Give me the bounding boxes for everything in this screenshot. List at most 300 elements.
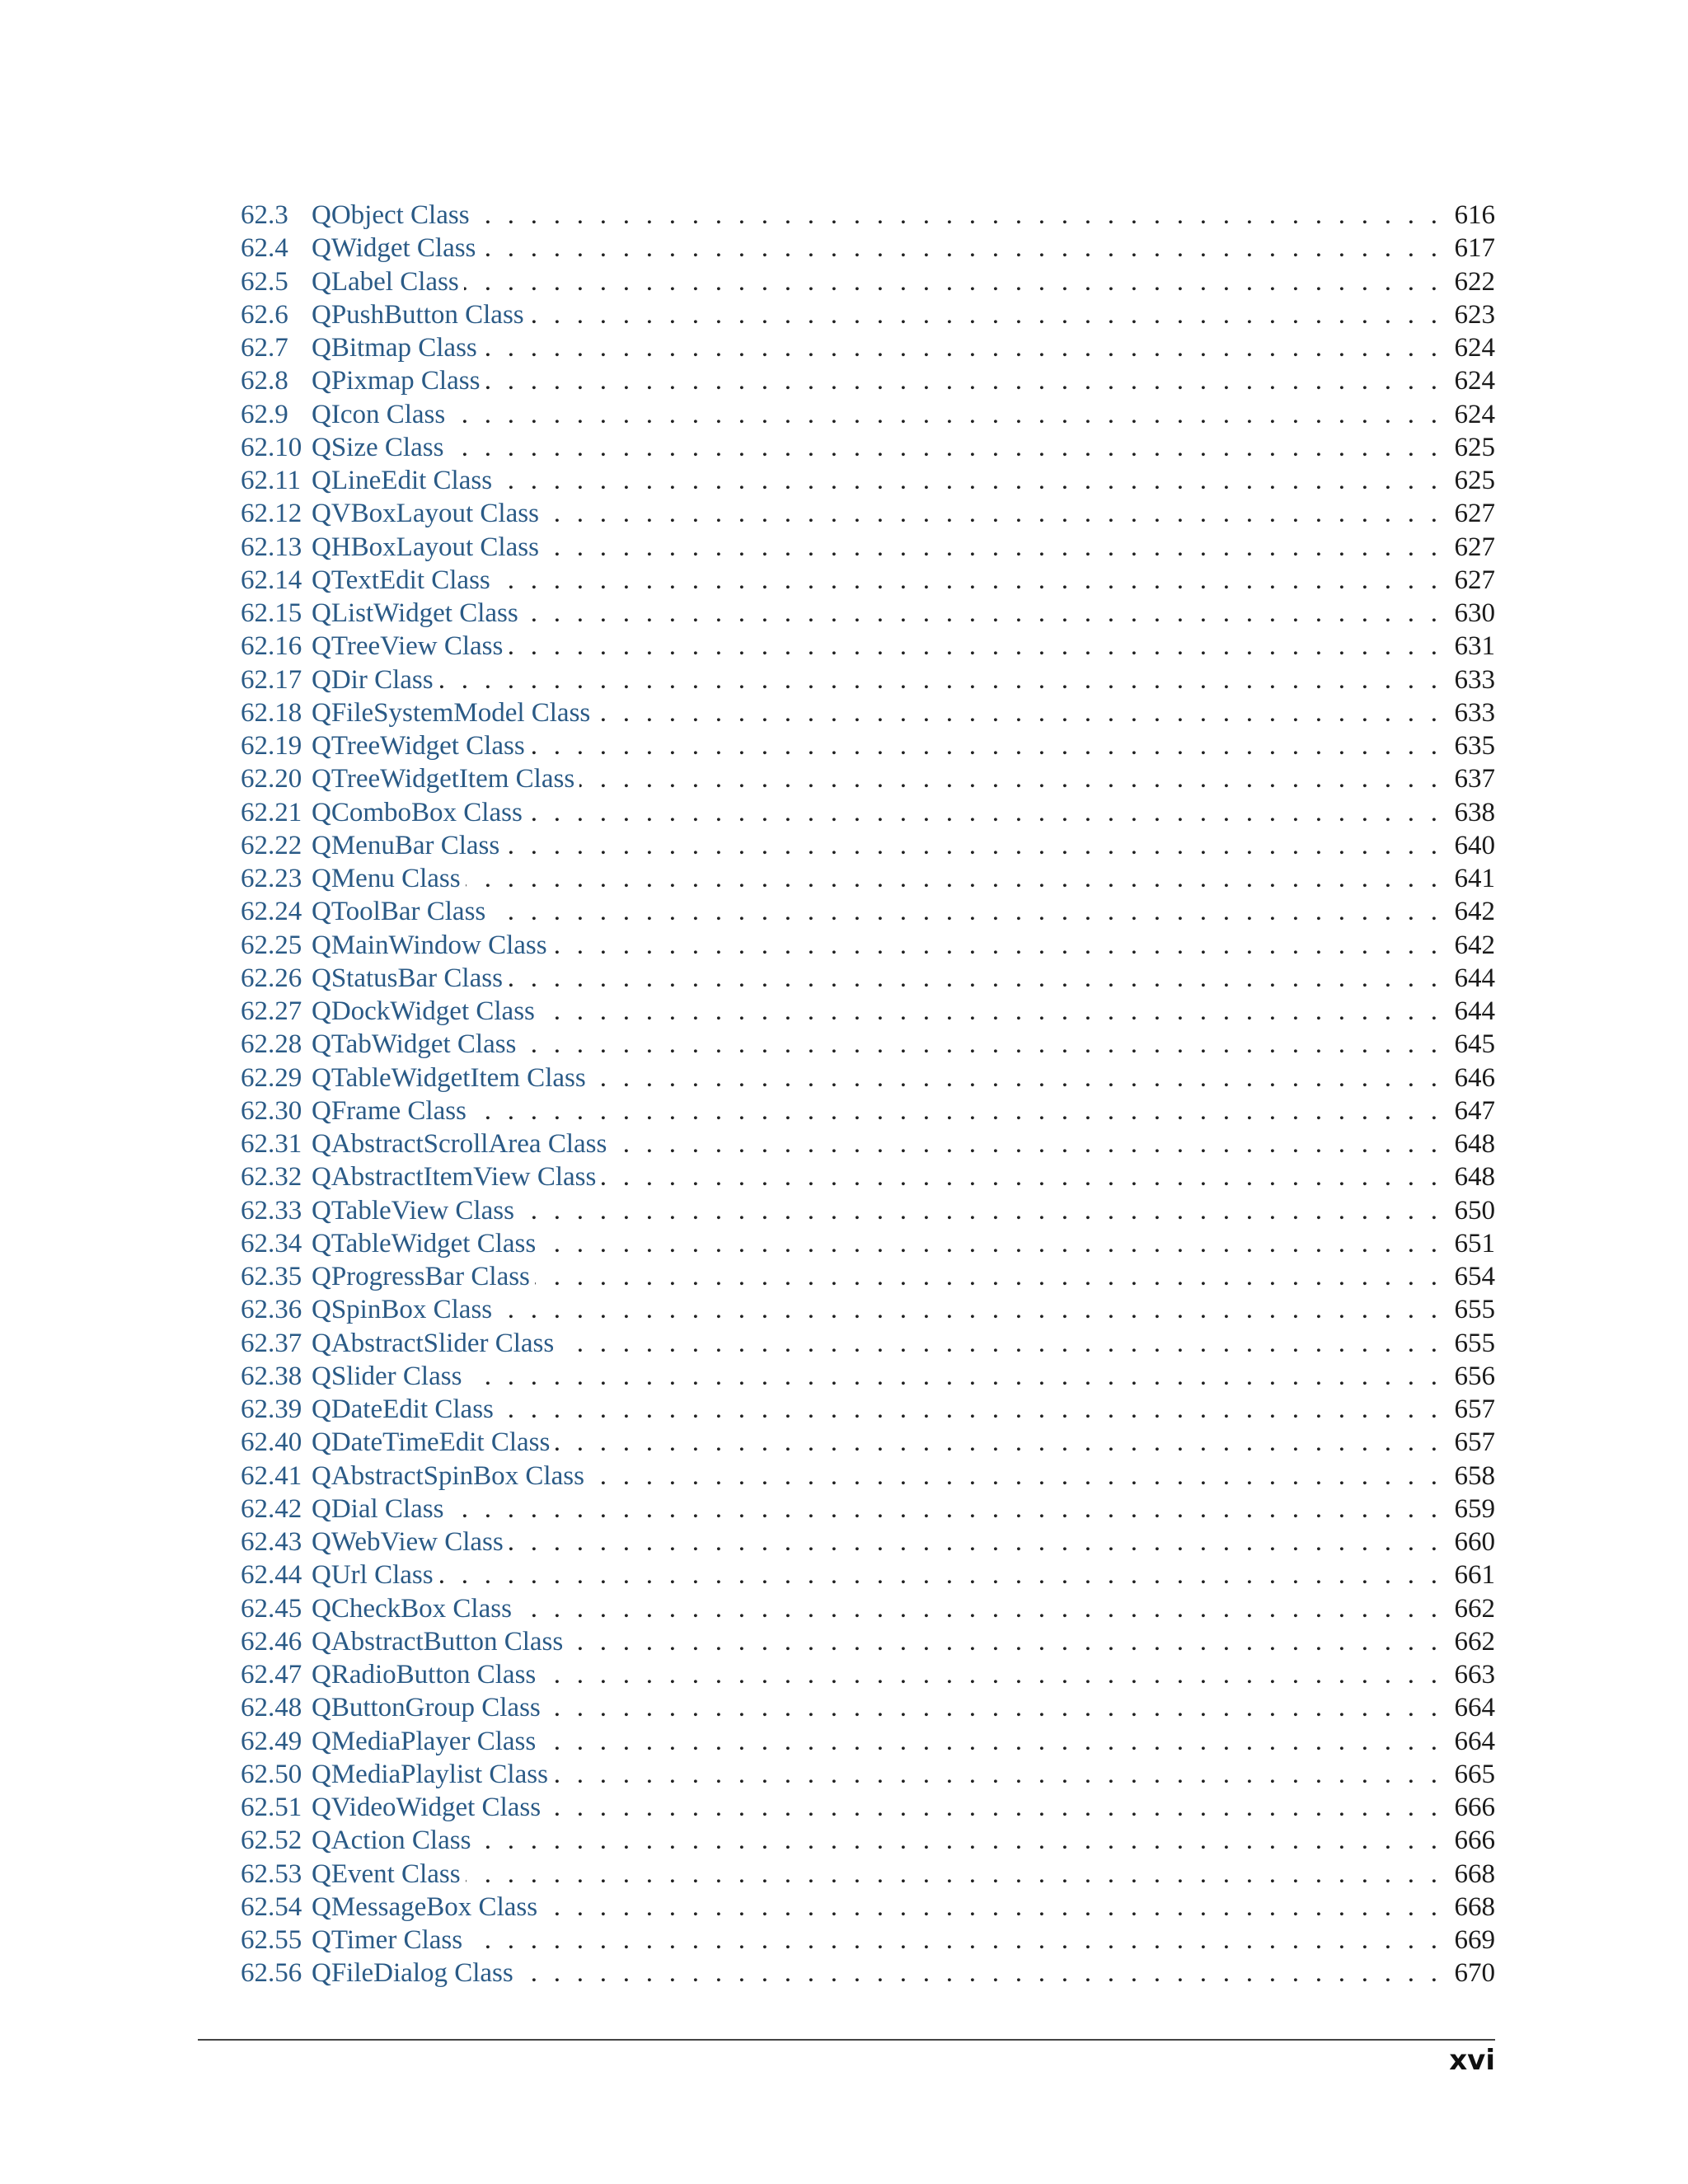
section-number: 62.32 [241,1162,302,1193]
page-reference[interactable]: 656 [1454,1361,1495,1391]
section-number: 62.22 [241,830,302,860]
section-title: QSpinBox Class [312,1295,493,1325]
toc-entry [241,1924,1495,1957]
dot-leader [559,1327,1437,1360]
toc-entry-link[interactable] [241,1658,536,1691]
section-title: QFrame Class [312,1095,467,1126]
page-reference[interactable]: 663 [1454,1660,1495,1690]
section-number: 62.27 [241,996,302,1026]
dot-leader [509,1526,1437,1558]
toc-entry-link[interactable] [241,265,459,298]
toc-entry-link[interactable] [241,630,503,663]
toc-entry [241,1127,1495,1160]
section-title: QMenuBar Class [312,830,500,860]
section-number: 62.44 [241,1560,302,1591]
section-number: 62.16 [241,631,302,662]
toc-entry-link[interactable] [241,1891,537,1924]
page-reference[interactable]: 659 [1454,1493,1495,1524]
section-number: 62.51 [241,1793,302,1822]
dot-leader [481,232,1437,265]
page-reference[interactable]: 666 [1454,1793,1495,1822]
dot-leader [450,398,1437,431]
page-reference[interactable]: 633 [1454,664,1495,695]
section-title: QTableWidget Class [312,1228,537,1258]
section-title: QDockWidget Class [312,996,535,1026]
page-reference[interactable]: 662 [1454,1593,1495,1624]
toc-entry-link[interactable] [241,895,485,928]
section-number: 62.41 [241,1460,302,1491]
section-number: 62.8 [241,366,288,396]
page-reference[interactable]: 657 [1454,1394,1495,1424]
toc-entry-link[interactable] [241,431,443,464]
section-number: 62.38 [241,1361,302,1391]
toc-entry-link[interactable] [241,1426,550,1459]
toc-entry [241,497,1495,530]
dot-leader [504,829,1437,862]
toc-entry-link[interactable] [241,1592,512,1625]
section-title: QVBoxLayout Class [312,499,539,529]
toc-entry [241,464,1495,497]
page-reference[interactable]: 640 [1454,830,1495,860]
toc-entry [241,762,1495,795]
toc-entry-link[interactable] [241,1957,513,1990]
section-title: QAbstractSlider Class [312,1328,555,1358]
section-number: 62.25 [241,930,302,960]
section-title: QListWidget Class [312,598,518,628]
section-number: 62.50 [241,1759,302,1789]
dot-leader [568,1625,1437,1658]
section-title: QAbstractButton Class [312,1626,564,1657]
dot-leader [544,497,1437,530]
toc-entry-link[interactable] [241,232,476,265]
section-title: QPushButton Class [312,299,524,330]
toc-entry-link[interactable] [241,1725,536,1758]
section-number: 62.56 [241,1958,302,1989]
section-title: QPixmap Class [312,366,481,396]
page-reference[interactable]: 630 [1454,598,1495,628]
section-number: 62.52 [241,1825,302,1856]
page-reference[interactable]: 644 [1454,996,1495,1026]
page-reference[interactable]: 642 [1454,897,1495,927]
toc-entry [241,1160,1495,1193]
toc-entry-link[interactable] [241,1791,541,1824]
section-number: 62.5 [241,266,288,297]
toc-entry-link[interactable] [241,1160,596,1193]
page-reference[interactable]: 648 [1454,1129,1495,1159]
toc-entry-link[interactable] [241,995,535,1028]
dot-leader [508,962,1437,995]
dot-leader [497,464,1437,497]
section-number: 62.13 [241,532,302,562]
toc-entry-link[interactable] [241,1062,586,1094]
section-number: 62.33 [241,1195,302,1226]
section-title: QButtonGroup Class [312,1693,541,1723]
section-number: 62.24 [241,897,302,927]
toc-entry [241,1957,1495,1990]
toc-entry [241,1526,1495,1558]
page-reference[interactable]: 668 [1454,1858,1495,1889]
section-number: 62.15 [241,598,302,628]
toc-entry-link[interactable] [241,331,477,364]
toc-entry-link[interactable] [241,829,499,862]
toc-entry [241,1094,1495,1127]
section-title: QEvent Class [312,1858,461,1889]
dot-leader [448,431,1437,464]
section-title: QMediaPlayer Class [312,1726,537,1756]
section-title: QTableWidgetItem Class [312,1062,586,1093]
table-of-contents [241,199,1495,1990]
section-number: 62.14 [241,565,302,595]
section-number: 62.23 [241,864,302,893]
dot-leader [482,331,1437,364]
section-title: QVideoWidget Class [312,1793,542,1822]
page-reference[interactable]: 623 [1454,299,1495,330]
toc-entry-link[interactable] [241,696,590,729]
toc-entry [241,1824,1495,1857]
toc-entry [241,1360,1495,1393]
dot-leader [499,1393,1437,1426]
dot-leader [555,1426,1437,1459]
dot-leader [528,796,1437,829]
dot-leader [475,199,1437,232]
dot-leader [438,663,1437,696]
page-reference[interactable]: 662 [1454,1626,1495,1657]
toc-entry [241,331,1495,364]
toc-entry-link[interactable] [241,1758,548,1791]
page-reference[interactable]: 665 [1454,1759,1495,1789]
section-number: 62.19 [241,731,302,761]
toc-entry-link[interactable] [241,729,525,762]
dot-leader [541,1725,1437,1758]
page-reference[interactable]: 666 [1454,1825,1495,1856]
section-number: 62.9 [241,399,288,429]
page-reference[interactable]: 644 [1454,963,1495,993]
page-reference[interactable]: 655 [1454,1295,1495,1325]
toc-entry [241,729,1495,762]
page-reference[interactable]: 635 [1454,731,1495,761]
section-number: 62.7 [241,333,288,363]
toc-entry-link[interactable] [241,298,524,331]
dot-leader [542,1891,1437,1924]
toc-entry-link[interactable] [241,199,470,232]
toc-entry [241,663,1495,696]
toc-entry [241,1725,1495,1758]
toc-entry-link[interactable] [241,1094,467,1127]
dot-leader [508,630,1437,663]
toc-entry-link[interactable] [241,1493,443,1526]
section-number: 62.43 [241,1527,302,1557]
toc-entry [241,1227,1495,1260]
section-title: QTextEdit Class [312,565,490,595]
page-reference[interactable]: 617 [1454,233,1495,264]
dot-leader [529,298,1437,331]
toc-entry [241,1625,1495,1658]
section-number: 62.39 [241,1394,302,1424]
toc-entry-link[interactable] [241,531,539,564]
section-title: QTreeWidget Class [312,731,525,761]
dot-leader [523,597,1437,630]
toc-entry-link[interactable] [241,1393,494,1426]
toc-entry-link[interactable] [241,564,490,597]
toc-entry-link[interactable] [241,1526,504,1558]
section-title: QWidget Class [312,233,476,264]
dot-leader [552,929,1437,962]
toc-entry [241,1658,1495,1691]
toc-entry [241,232,1495,265]
toc-entry-link[interactable] [241,796,523,829]
page-reference[interactable]: 650 [1454,1195,1495,1226]
toc-entry-link[interactable] [241,1293,492,1326]
section-title: QDir Class [312,664,434,695]
page-reference[interactable]: 642 [1454,930,1495,960]
toc-entry-link[interactable] [241,1028,516,1061]
toc-entry [241,1260,1495,1293]
toc-entry-link[interactable] [241,398,445,431]
toc-entry [241,862,1495,895]
section-number: 62.12 [241,499,302,529]
toc-entry-link[interactable] [241,1460,584,1493]
dot-leader [495,564,1437,597]
dot-leader [471,1094,1437,1127]
page-reference[interactable]: 616 [1454,200,1495,230]
toc-entry-link[interactable] [241,497,539,530]
toc-entry-link[interactable] [241,862,461,895]
section-number: 62.11 [241,466,302,495]
section-title: QTreeWidgetItem Class [312,764,575,794]
toc-entry [241,298,1495,331]
page-reference[interactable]: 668 [1454,1891,1495,1922]
dot-leader [485,364,1437,397]
page-reference[interactable]: 645 [1454,1029,1495,1060]
section-title: QToolBar Class [312,897,486,927]
section-number: 62.6 [241,299,288,330]
section-title: QAction Class [312,1825,471,1856]
dot-leader [517,1592,1437,1625]
dot-leader [467,1924,1437,1957]
toc-entry-link[interactable] [241,929,547,962]
toc-entry [241,1891,1495,1924]
page-reference[interactable]: 648 [1454,1162,1495,1193]
page-reference[interactable]: 670 [1454,1958,1495,1989]
toc-entry [241,696,1495,729]
section-number: 62.3 [241,200,288,230]
page-reference[interactable]: 647 [1454,1095,1495,1126]
dot-leader [601,1160,1437,1193]
page-reference[interactable]: 660 [1454,1527,1495,1557]
section-number: 62.20 [241,764,302,794]
dot-leader [530,729,1437,762]
page-reference[interactable]: 658 [1454,1460,1495,1491]
toc-entry [241,1493,1495,1526]
section-title: QDial Class [312,1493,444,1524]
section-number: 62.28 [241,1029,302,1060]
toc-entry [241,630,1495,663]
section-number: 62.26 [241,963,302,993]
page-reference[interactable]: 664 [1454,1693,1495,1723]
dot-leader [541,1658,1437,1691]
section-title: QAbstractItemView Class [312,1162,597,1193]
section-title: QTabWidget Class [312,1029,517,1060]
toc-entry [241,1592,1495,1625]
page-reference[interactable]: 622 [1454,266,1495,297]
toc-entry [241,597,1495,630]
section-title: QAbstractScrollArea Class [312,1129,607,1159]
toc-entry [241,1791,1495,1824]
section-title: QProgressBar Class [312,1262,530,1291]
toc-entry [241,1393,1495,1426]
section-number: 62.34 [241,1228,302,1258]
toc-entry [241,265,1495,298]
dot-leader [519,1194,1437,1227]
section-title: QStatusBar Class [312,963,503,993]
section-number: 62.46 [241,1626,302,1657]
toc-entry [241,796,1495,829]
section-number: 62.42 [241,1493,302,1524]
section-title: QComboBox Class [312,797,523,827]
toc-entry-link[interactable] [241,1924,462,1957]
toc-entry [241,1327,1495,1360]
section-number: 62.55 [241,1925,302,1955]
section-title: QIcon Class [312,399,446,429]
page-reference[interactable]: 624 [1454,333,1495,363]
section-title: QHBoxLayout Class [312,532,539,562]
dot-leader [490,895,1437,928]
toc-entry-link[interactable] [241,1360,462,1393]
section-title: QTreeView Class [312,631,504,662]
section-title: QSlider Class [312,1361,462,1391]
dot-leader [595,696,1437,729]
section-title: QTimer Class [312,1925,463,1955]
page-reference[interactable]: 654 [1454,1262,1495,1291]
page-reference[interactable]: 625 [1454,432,1495,462]
page-reference[interactable]: 657 [1454,1427,1495,1458]
toc-entry-link[interactable] [241,762,574,795]
toc-entry [241,962,1495,995]
toc-entry-link[interactable] [241,962,503,995]
toc-entry-link[interactable] [241,1194,514,1227]
section-title: QUrl Class [312,1560,434,1591]
page-reference[interactable]: 625 [1454,466,1495,495]
section-title: QMediaPlaylist Class [312,1759,548,1789]
toc-entry [241,364,1495,397]
page-reference[interactable]: 631 [1454,631,1495,662]
page-reference[interactable]: 641 [1454,864,1495,893]
section-number: 62.17 [241,664,302,695]
toc-entry-link[interactable] [241,1625,563,1658]
section-title: QDateTimeEdit Class [312,1427,551,1458]
section-title: QTableView Class [312,1195,514,1226]
toc-entry-link[interactable] [241,1824,471,1857]
section-title: QFileSystemModel Class [312,697,591,728]
toc-entry-link[interactable] [241,597,518,630]
toc-entry-link[interactable] [241,1327,554,1360]
toc-entry-link[interactable] [241,1691,541,1724]
toc-entry [241,199,1495,232]
dot-leader [535,1260,1437,1293]
section-title: QMainWindow Class [312,930,547,960]
toc-entry [241,1426,1495,1459]
section-title: QMessageBox Class [312,1891,538,1922]
dot-leader [589,1460,1437,1493]
section-title: QDateEdit Class [312,1394,494,1424]
page-reference[interactable]: 661 [1454,1560,1495,1591]
toc-entry-link[interactable] [241,1260,530,1293]
toc-entry [241,1194,1495,1227]
dot-leader [521,1028,1437,1061]
page-reference[interactable]: 664 [1454,1726,1495,1756]
page-reference[interactable]: 638 [1454,797,1495,827]
page-reference[interactable]: 655 [1454,1328,1495,1358]
section-title: QFileDialog Class [312,1958,513,1989]
toc-entry-link[interactable] [241,1227,536,1260]
section-number: 62.36 [241,1295,302,1325]
section-number: 62.48 [241,1693,302,1723]
page-reference[interactable]: 651 [1454,1228,1495,1258]
dot-leader [466,862,1437,895]
section-number: 62.40 [241,1427,302,1458]
page-reference[interactable]: 646 [1454,1062,1495,1093]
toc-entry [241,995,1495,1028]
page-reference[interactable]: 624 [1454,399,1495,429]
toc-entry [241,1758,1495,1791]
page-reference[interactable]: 669 [1454,1925,1495,1955]
dot-leader [546,1791,1437,1824]
section-number: 62.21 [241,797,302,827]
dot-leader [579,762,1437,795]
section-number: 62.49 [241,1726,302,1756]
page-number: xvi [1449,2044,1495,2077]
page-reference[interactable]: 633 [1454,697,1495,728]
section-title: QAbstractSpinBox Class [312,1460,584,1491]
toc-entry [241,1558,1495,1591]
footer-divider [198,2039,1495,2041]
toc-entry [241,929,1495,962]
dot-leader [612,1127,1437,1160]
toc-entry [241,895,1495,928]
section-title: QCheckBox Class [312,1593,512,1624]
dot-leader [591,1062,1437,1094]
page-reference[interactable]: 627 [1454,532,1495,562]
dot-leader [540,995,1437,1028]
dot-leader [544,531,1437,564]
section-title: QBitmap Class [312,333,477,363]
section-number: 62.37 [241,1328,302,1358]
toc-entry-link[interactable] [241,464,492,497]
page-reference[interactable]: 637 [1454,764,1495,794]
page-reference[interactable]: 627 [1454,565,1495,595]
section-number: 62.29 [241,1062,302,1093]
dot-leader [541,1227,1437,1260]
toc-entry [241,531,1495,564]
section-title: QRadioButton Class [312,1660,537,1690]
toc-entry-link[interactable] [241,364,480,397]
dot-leader [467,1360,1437,1393]
toc-entry-link[interactable] [241,1858,461,1891]
section-number: 62.31 [241,1129,302,1159]
toc-entry [241,398,1495,431]
dot-leader [497,1293,1437,1326]
toc-entry-link[interactable] [241,1558,434,1591]
toc-entry-link[interactable] [241,663,434,696]
section-title: QSize Class [312,432,444,462]
section-number: 62.30 [241,1095,302,1126]
page-reference[interactable]: 627 [1454,499,1495,529]
dot-leader [464,265,1437,298]
page-reference[interactable]: 624 [1454,366,1495,396]
section-title: QLabel Class [312,266,459,297]
toc-entry [241,1293,1495,1326]
toc-entry-link[interactable] [241,1127,607,1160]
